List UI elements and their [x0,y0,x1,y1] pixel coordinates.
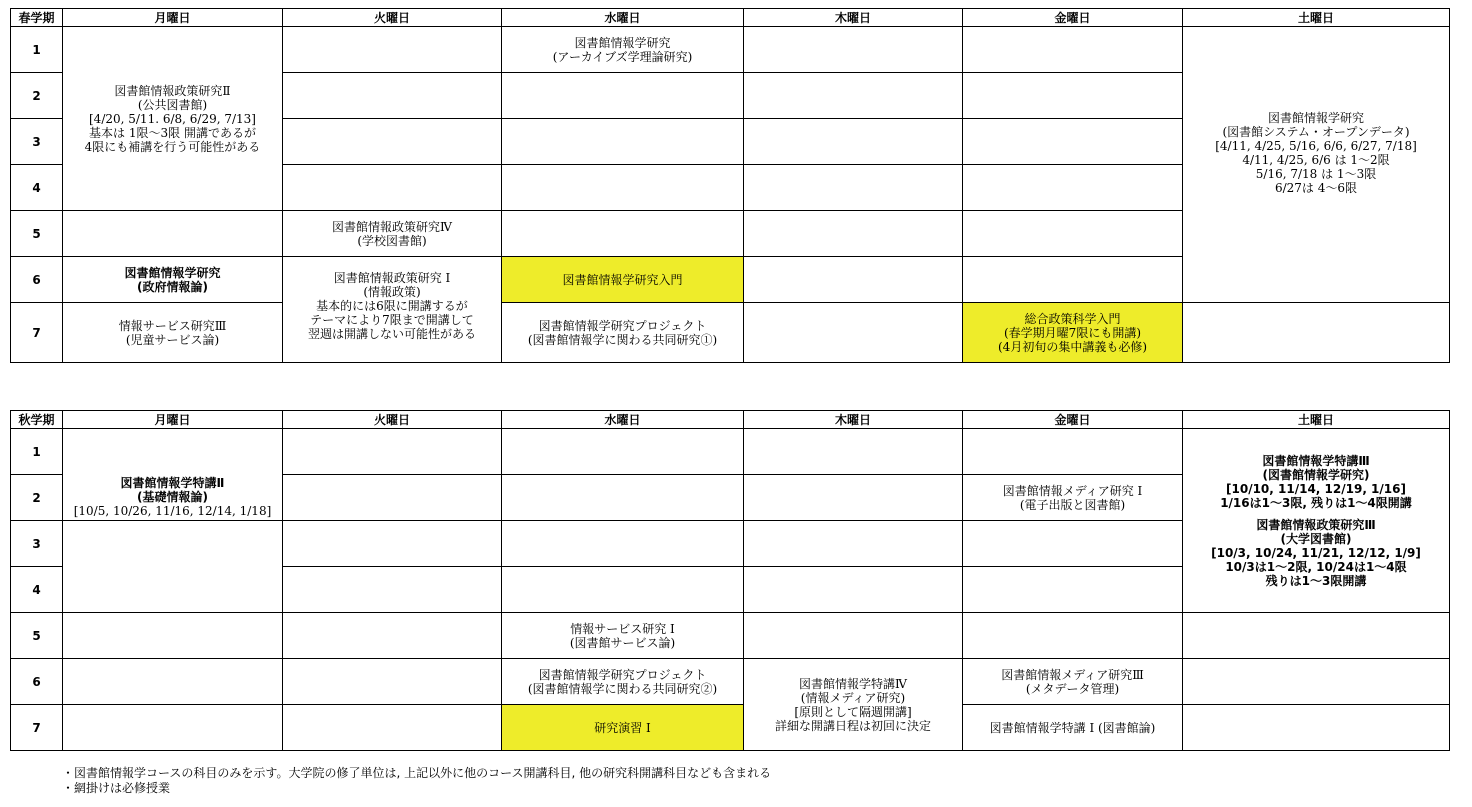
course-note: テーマにより7限まで開講して [310,313,474,327]
day-header: 木曜日 [744,9,963,27]
period-label: 6 [11,257,63,303]
course-subtitle: (アーカイブズ学理論研究) [552,49,693,64]
empty-cell [283,705,502,751]
footnote: ・網掛けは必修授業 [62,781,171,795]
course-cell [963,475,1183,521]
course-title: 総合政策科学入門 [1024,311,1121,326]
course-dates: [10/3, 10/24, 11/21, 12/12, 1/9] [1211,545,1421,560]
period-label: 3 [11,521,63,567]
course-note: 5/16, 7/18 は 1～3限 [1255,166,1377,181]
course-note: [原則として隔週開講] [794,704,912,719]
course-title: 図書館情報学研究プロジェクト [538,667,707,682]
course-note: 残りは1～3限開講 [1265,573,1367,588]
empty-cell [502,475,744,521]
course-note: 基本は 1限～3限 開講であるが [89,125,256,140]
empty-cell [502,165,744,211]
empty-cell [1183,659,1450,705]
empty-cell [283,73,502,119]
course-dates: [4/11, 4/25, 5/16, 6/6, 6/27, 7/18] [1215,138,1417,153]
course-cell [63,429,283,521]
course-note: 4限にも補講を行う可能性がある [84,139,261,154]
empty-cell [963,429,1183,475]
empty-cell [963,165,1183,211]
empty-cell [963,211,1183,257]
course-title: 図書館情報学研究 [124,265,221,280]
day-header: 水曜日 [502,9,744,27]
course-cell [63,257,283,303]
course-title: 図書館情報学研究プロジェクト [538,318,707,333]
course-note: 基本的には6限に開講するが [316,299,468,313]
course-title: 図書館情報学研究 [1267,110,1364,125]
empty-cell [963,257,1183,303]
course-title: 研究演習 I [594,720,651,735]
empty-cell [744,521,963,567]
course-cell [283,257,502,363]
empty-cell [744,475,963,521]
course-subtitle: (メタデータ管理) [1025,681,1120,696]
day-header: 金曜日 [963,9,1183,27]
empty-cell [283,567,502,613]
empty-cell [1183,303,1450,363]
empty-cell [744,27,963,73]
empty-cell [502,521,744,567]
footnotes [62,766,771,796]
empty-cell [502,73,744,119]
empty-cell [502,211,744,257]
empty-cell [744,119,963,165]
course-subtitle: (図書館情報学に関わる共同研究②) [527,681,718,696]
empty-cell [744,303,963,363]
empty-cell [283,165,502,211]
course-title: 図書館情報学研究入門 [562,272,683,287]
course-note: 詳細な開講日程は初回に決定 [774,718,931,733]
course-title: 図書館情報メディア研究Ⅲ [1001,667,1144,682]
course-title: 情報サービス研究 I [570,621,675,636]
day-header: 木曜日 [744,411,963,429]
required-course-cell [502,705,744,751]
period-label: 5 [11,613,63,659]
course-cell [1183,429,1450,613]
empty-cell [963,27,1183,73]
course-subtitle: (政府情報論) [137,279,208,294]
empty-cell [63,659,283,705]
course-cell [963,705,1183,751]
course-subtitle: (図書館情報学に関わる共同研究①) [527,332,718,347]
term-label: 秋学期 [11,411,63,429]
course-subtitle: (公共図書館) [137,97,208,112]
empty-cell [63,613,283,659]
course-title: 図書館情報政策研究Ⅳ [332,219,452,234]
course-cell [502,27,744,73]
course-dates: [10/10, 11/14, 12/19, 1/16] [1226,481,1406,496]
empty-cell [502,119,744,165]
period-label: 2 [11,73,63,119]
course-cell [1183,27,1450,303]
course-note: (春学期月曜7限にも開講) [1004,325,1141,340]
period-label: 4 [11,567,63,613]
course-cell [502,659,744,705]
course-subtitle: (図書館システム・オープンデータ) [1222,124,1410,139]
course-subtitle: (図書館情報学研究) [1262,467,1370,482]
course-cell [502,303,744,363]
day-header: 土曜日 [1183,411,1450,429]
term-label: 春学期 [11,9,63,27]
course-note: (4月初旬の集中講義も必修) [998,339,1147,354]
period-label: 1 [11,429,63,475]
empty-cell [744,567,963,613]
course-subtitle: (大学図書館) [1280,531,1352,546]
empty-cell [744,429,963,475]
course-title: 図書館情報学特講Ⅳ [799,676,907,691]
day-header: 月曜日 [63,9,283,27]
footnote: ・図書館情報学コースの科目のみを示す。大学院の修了単位は, 上記以外に他のコース開講科目, 他の研究科開講科目なども含まれる [62,766,772,780]
course-cell [963,659,1183,705]
course-title: 図書館情報学研究 [574,35,671,50]
empty-cell [502,429,744,475]
course-cell [502,613,744,659]
empty-cell [1183,613,1450,659]
empty-cell [963,521,1183,567]
day-header: 月曜日 [63,411,283,429]
empty-cell [963,567,1183,613]
course-note: 6/27は 4～6限 [1274,180,1358,195]
period-label: 7 [11,303,63,363]
course-subtitle: (学校図書館) [357,233,427,248]
autumn-timetable [10,410,1450,751]
empty-cell [744,211,963,257]
day-header: 金曜日 [963,411,1183,429]
course-subtitle: (基礎情報論) [137,490,208,504]
spacer [1185,195,1447,207]
empty-cell [63,211,283,257]
empty-cell [744,165,963,211]
day-header: 水曜日 [502,411,744,429]
course-subtitle: (情報政策) [363,285,421,299]
empty-cell [1183,705,1450,751]
empty-cell [63,705,283,751]
course-title: 図書館情報政策研究 I [333,271,451,285]
course-cell [63,303,283,363]
period-label: 5 [11,211,63,257]
spring-timetable [10,8,1450,363]
required-course-cell [502,257,744,303]
empty-cell [744,613,963,659]
empty-cell [283,659,502,705]
course-title: 図書館情報メディア研究 I [1002,483,1143,498]
empty-cell [283,27,502,73]
period-label: 7 [11,705,63,751]
empty-cell [744,257,963,303]
course-subtitle: (情報メディア研究) [800,690,906,705]
empty-cell [744,73,963,119]
period-label: 1 [11,27,63,73]
course-cell [63,27,283,211]
course-note: 1/16は1～3限, 残りは1～4限開講 [1220,495,1412,510]
course-cell [283,211,502,257]
course-title: 図書館情報学特講Ⅲ [1262,453,1370,468]
spacer [1185,510,1447,518]
empty-cell [502,567,744,613]
course-note: 10/3は1～2限, 10/24は1～4限 [1225,559,1407,574]
period-label: 6 [11,659,63,705]
empty-cell [283,429,502,475]
course-note: 翌週は開講しない可能性がある [307,327,476,341]
course-title: 情報サービス研究Ⅲ [118,318,227,333]
course-title: 図書館情報学特講Ⅱ [120,476,225,490]
required-course-cell [963,303,1183,363]
empty-cell [963,613,1183,659]
period-label: 2 [11,475,63,521]
course-title: 図書館情報学特講 I (図書館論) [989,720,1156,735]
empty-cell [283,521,502,567]
day-header: 火曜日 [283,9,502,27]
day-header: 土曜日 [1183,9,1450,27]
course-subtitle: (電子出版と図書館) [1019,497,1126,512]
course-note: 4/11, 4/25, 6/6 は 1～2限 [1242,152,1390,167]
course-subtitle: (児童サービス論) [125,332,220,347]
period-label: 4 [11,165,63,211]
day-header: 火曜日 [283,411,502,429]
course-title: 図書館情報政策研究Ⅲ [1256,517,1376,532]
course-title: 図書館情報政策研究Ⅱ [114,83,231,98]
empty-cell [283,475,502,521]
empty-cell [963,73,1183,119]
course-cell [744,659,963,751]
course-subtitle: (図書館サービス論) [569,635,676,650]
spacer [1185,207,1447,219]
empty-cell [283,119,502,165]
empty-cell [283,613,502,659]
course-dates: [10/5, 10/26, 11/16, 12/14, 1/18] [73,504,272,518]
period-label: 3 [11,119,63,165]
empty-cell [63,521,283,613]
empty-cell [963,119,1183,165]
course-dates: [4/20, 5/11. 6/8, 6/29, 7/13] [89,111,256,126]
